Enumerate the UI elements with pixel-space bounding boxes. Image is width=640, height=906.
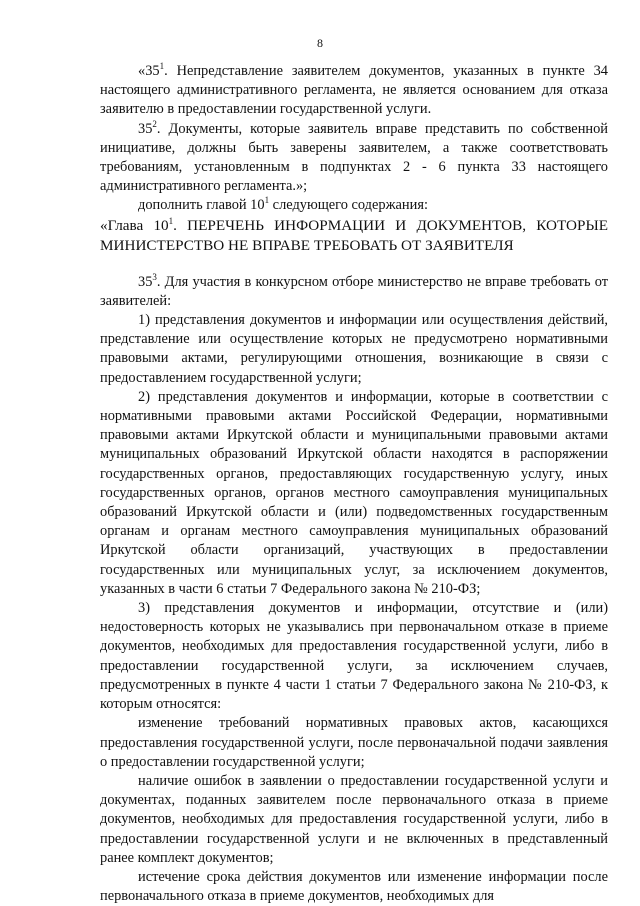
superscript: 1 — [159, 61, 165, 72]
paragraph-35-3: $35^3$. Для участия в конкурсном отборе министерство не вправе требовать от заявителей: — [100, 271, 608, 309]
list-item-3: 3) представления документов и информации, отсутствие и (или) недостоверность которых не указывались при первоначальном отказе в приеме документов, необходимых для предоставления государственной услуги, либо в предоставлении государственной услуги, за исключением случаев, предусмотренных в пункте 4 части 1 статьи 7 Федерального закона № 210-ФЗ, к которым относятся: — [100, 600, 608, 713]
page-number: 8 — [317, 36, 323, 50]
list-item-2: 2) представления документов и информации, которые в соответствии с нормативными правовыми актами Российской Федерации, нормативными правовыми актами Иркутской области и муниципальными правовыми актами муниципальных образований Иркутской области находятся в распоряжении государственных органов, предоставляющих государственную услугу, иных государственных органов, органов местного самоуправления муниципальных образований Иркутской области и (или) подведомственных государственным органам и органам местного самоуправления муниципальных образований Иркутской области организаций, участвующих в предоставлении государственных или муниципальных услуг, за исключением документов, указанных в части 6 статьи 7 Федерального закона № 210-ФЗ; — [100, 388, 608, 597]
amendment-intro: дополнить главой $10^1$ следующего содержания: — [138, 195, 428, 214]
superscript: 1 — [264, 195, 270, 206]
superscript: 2 — [152, 118, 157, 129]
paragraph-35-1: «$35^1$. Непредставление заявителем документов, указанных в пункте 34 настоящего административного регламента, не является основанием для отказа заявителю в предоставлении государственной услуги. — [100, 61, 608, 118]
superscript: 1 — [168, 215, 174, 226]
exception-case-1: изменение требований нормативных правовых актов, касающихся предоставления государственной услуги, после первоначальной подачи заявления о предоставлении государственной услуги; — [100, 715, 608, 770]
exception-case-3: истечение срока действия документов или изменение информации после первоначального отказа в приеме документов, необходимых для — [100, 868, 608, 905]
list-item-1: 1) представления документов и информации или осуществления действий, представление или осуществление которых не предусмотрено нормативными правовыми актами, регулирующими отношения, возникающие в связи с предоставлением государственной услуги; — [100, 312, 608, 386]
document-body — [100, 62, 608, 906]
paragraph-35-2: $35^2$. Документы, которые заявитель вправе представить по собственной инициативе, должны быть заверены заявителем, а также соответствовать требованиям, установленным в подпунктах 2 - 6 пункта 33 настоящего административного регламента.»; — [100, 118, 608, 195]
superscript: 3 — [152, 271, 157, 282]
exception-case-2: наличие ошибок в заявлении о предоставлении государственной услуги и документах, поданных заявителем после первоначального отказа в приеме документов, необходимых для предоставления государственной услуги, либо в предоставлении государственной услуги и не включенных в представленный ранее комплект документов; — [100, 772, 608, 866]
chapter-heading: «Глава $10^1$. ПЕРЕЧЕНЬ ИНФОРМАЦИИ И ДОКУМЕНТОВ, КОТОРЫЕ МИНИСТЕРСТВО НЕ ВПРАВЕ ТРЕБОВАТЬ ОТ ЗАЯВИТЕЛЯ — [100, 215, 608, 254]
